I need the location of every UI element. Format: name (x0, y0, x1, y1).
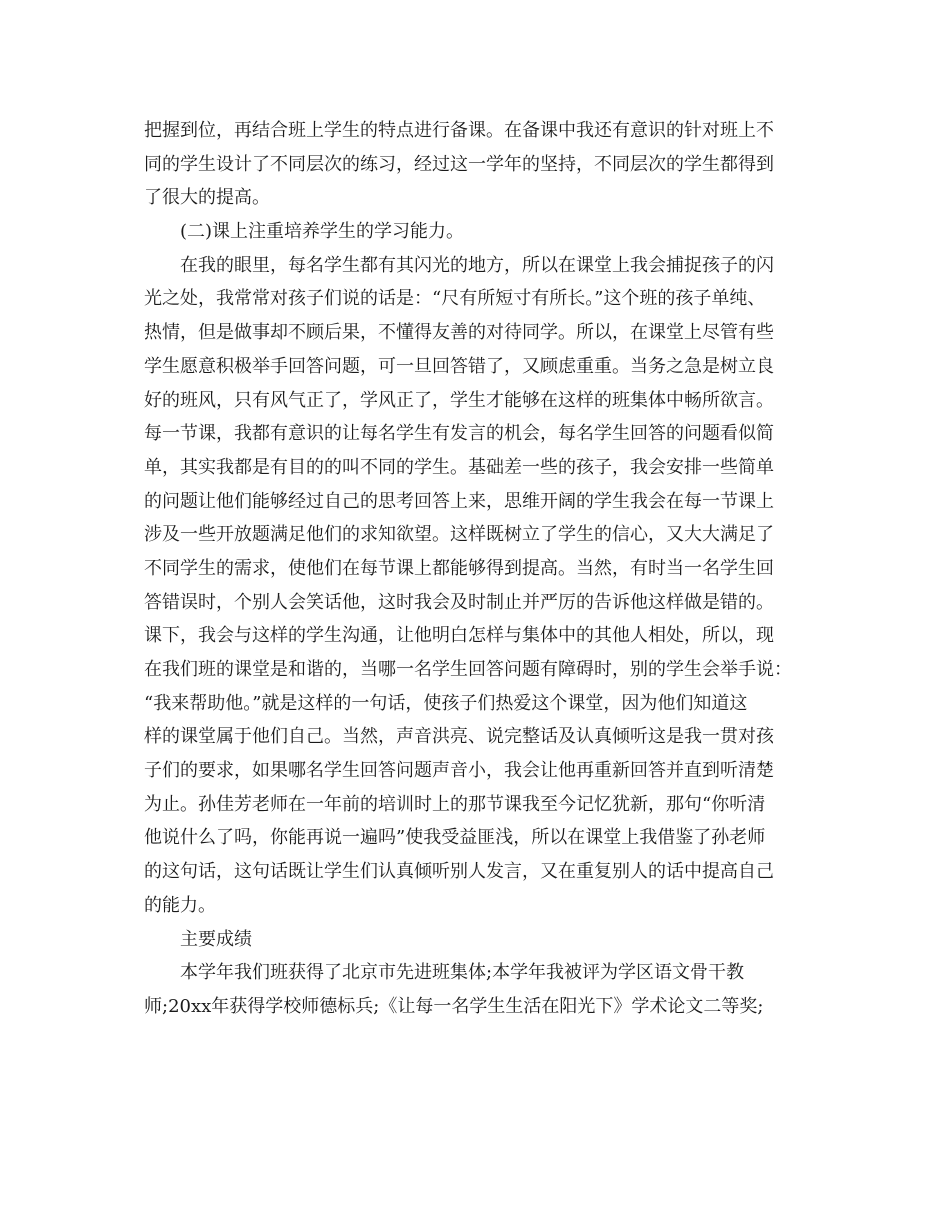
text-line: 把握到位，再结合班上学生的特点进行备课。在备课中我还有意识的针对班上不 (144, 120, 774, 141)
text-line: 的问题让他们能够经过自己的思考回答上来，思维开阔的学生我会在每一节课上 (144, 490, 774, 512)
text-line: 同的学生设计了不同层次的练习，经过这一学年的坚持，不同层次的学生都得到 (144, 153, 774, 175)
paragraph-start-line: 在我的眼里，每名学生都有其闪光的地方，所以在课堂上我会捕捉孩子的闪 (180, 254, 774, 276)
text-line: 涉及一些开放题满足他们的求知欲望。这样既树立了学生的信心，又大大满足了 (144, 524, 774, 546)
text-line: 师;20xx年获得学校师德标兵;《让每一名学生生活在阳光下》学术论文二等奖; (144, 995, 764, 1017)
text-line: 的这句话，这句话既让学生们认真倾听别人发言，又在重复别人的话中提高自己 (144, 861, 774, 883)
text-line: 答错误时，个别人会笑话他，这时我会及时制止并严厉的告诉他这样做是错的。 (144, 591, 774, 613)
text-line: 的能力。 (144, 894, 216, 916)
text-line: 子们的要求，如果哪名学生回答问题声音小，我会让他再重新回答并直到听清楚 (144, 760, 774, 782)
text-line: 课下，我会与这样的学生沟通，让他明白怎样与集体中的其他人相处，所以，现 (144, 625, 774, 647)
text-line: 不同学生的需求，使他们在每节课上都能够得到提高。当然，有时当一名学生回 (144, 557, 774, 579)
text-line: 单，其实我都是有目的的叫不同的学生。基础差一些的孩子，我会安排一些简单 (144, 456, 774, 478)
section-heading: 主要成绩 (180, 928, 252, 950)
text-line: 好的班风，只有风气正了，学风正了，学生才能够在这样的班集体中畅所欲言。 (144, 389, 774, 411)
section-heading: (二)课上注重培养学生的学习能力。 (180, 221, 465, 243)
text-line: 学生愿意积极举手回答问题，可一旦回答错了，又顾虑重重。当务之急是树立良 (144, 355, 774, 377)
text-line: 了很大的提高。 (144, 187, 270, 209)
document-body (144, 114, 814, 1024)
text-line: 他说什么了吗，你能再说一遍吗”使我受益匪浅，所以在课堂上我借鉴了孙老师 (144, 827, 766, 849)
paragraph-start-line: 本学年我们班获得了北京市先进班集体;本学年我被评为学区语文骨干教 (180, 962, 745, 984)
text-line: 样的课堂属于他们自己。当然，声音洪亮、说完整话及认真倾听这是我一贯对孩 (144, 726, 774, 748)
text-line: “我来帮助他。”就是这样的一句话，使孩子们热爱这个课堂，因为他们知道这 (144, 692, 748, 714)
text-line: 光之处，我常常对孩子们说的话是：“尺有所短寸有所长。”这个班的孩子单纯、 (144, 288, 766, 310)
text-line: 热情，但是做事却不顾后果，不懂得友善的对待同学。所以，在课堂上尽管有些 (144, 322, 774, 344)
text-line: 为止。孙佳芳老师在一年前的培训时上的那节课我至今记忆犹新，那句“你听清 (144, 793, 766, 815)
text-line: 在我们班的课堂是和谐的，当哪一名学生回答问题有障碍时，别的学生会举手说： (144, 659, 792, 680)
text-line: 每一节课，我都有意识的让每名学生有发言的机会，每名学生回答的问题看似简 (144, 423, 774, 445)
